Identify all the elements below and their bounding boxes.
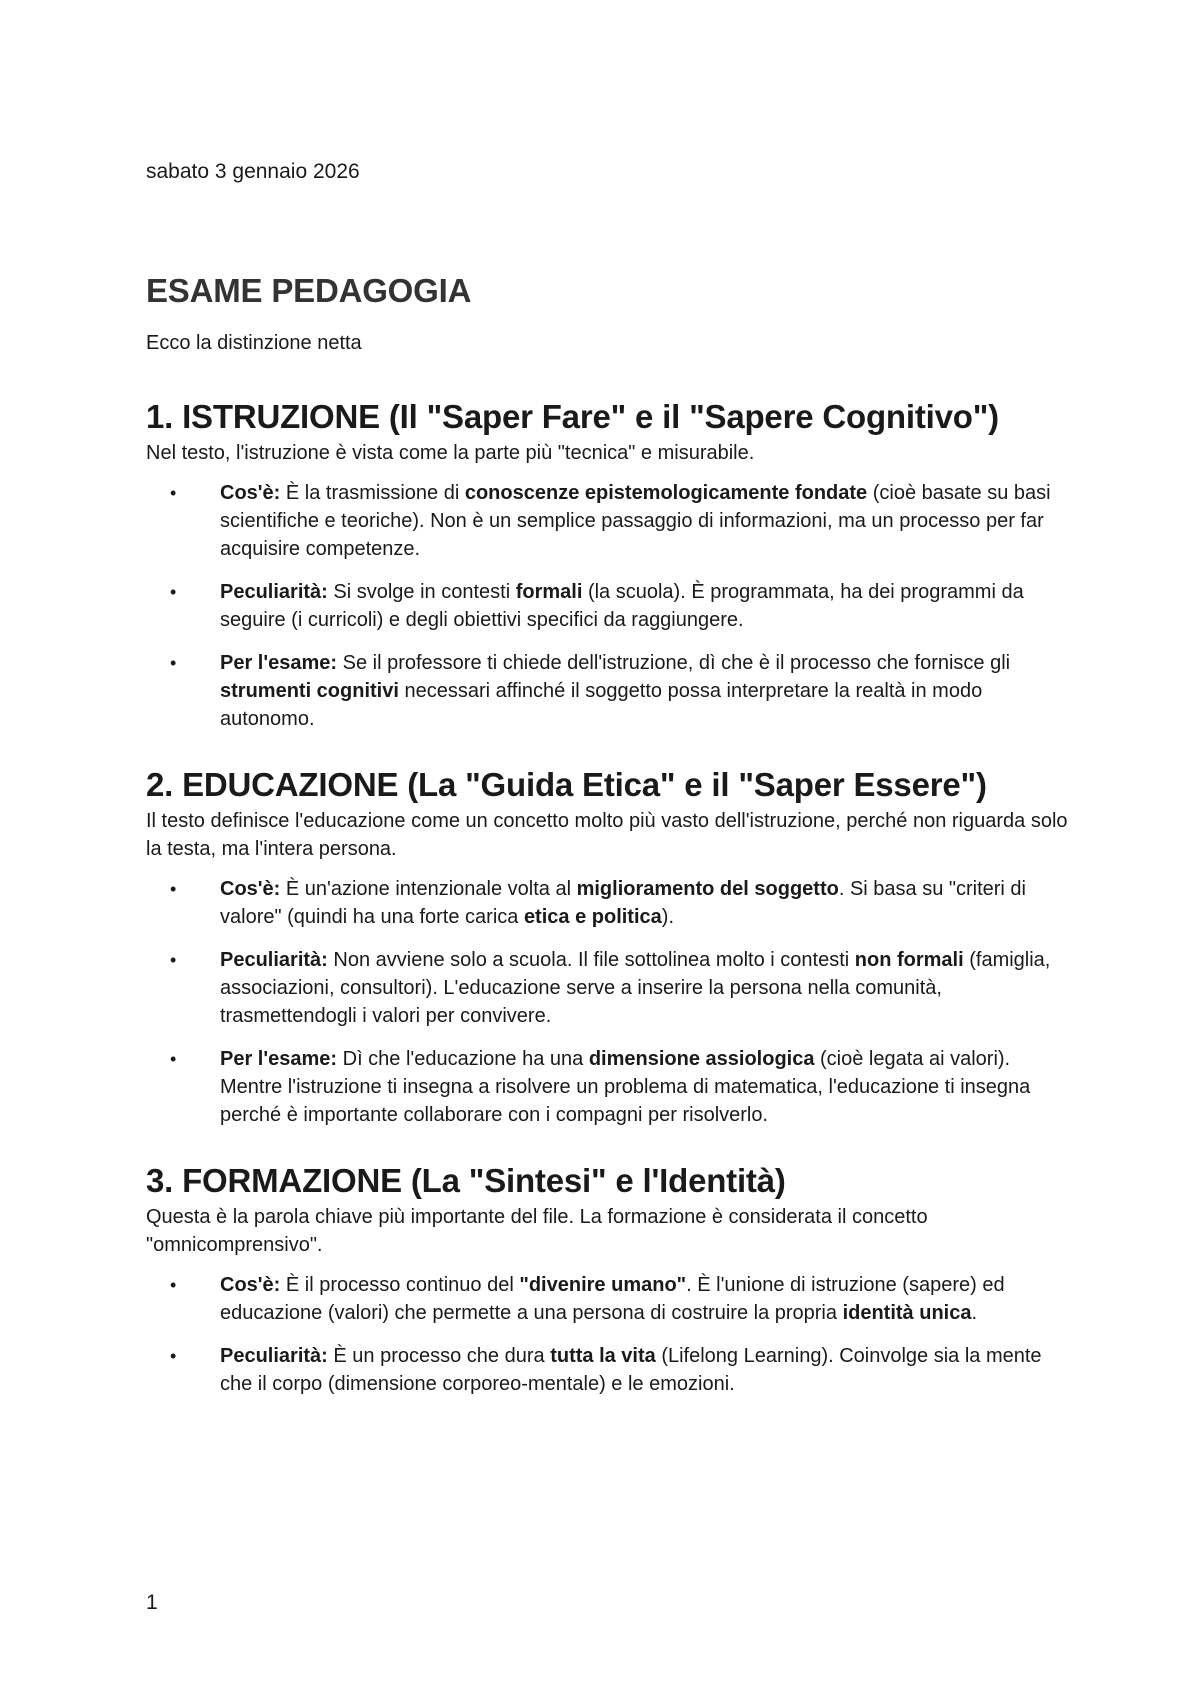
bullet-text: (famiglia, associazioni, consultori). L'educazione serve a inserire la persona nella comunità, trasmettendogli i valori per convivere. [220, 949, 1051, 1027]
bullet-text: Si svolge in contesti [327, 581, 516, 603]
bullet-list-istruzione [146, 479, 1076, 733]
document-date: sabato 3 gennaio 2026 [146, 160, 360, 183]
bullet-item [146, 1271, 1076, 1327]
document-title: ESAME PEDAGOGIA [146, 272, 472, 309]
bullet-list-formazione [146, 1271, 1076, 1398]
bullet-text: (la scuola). È programmata, ha dei programmi da seguire (i curricoli) e degli obiettivi specifici da raggiungere. [220, 581, 1024, 631]
page-number: 1 [146, 1591, 158, 1614]
bullet-emphasis: formali [515, 581, 583, 603]
bullet-text: (Lifelong Learning). Coinvolge sia la mente che il corpo (dimensione corporeo-mentale) e le emozioni. [220, 1345, 1042, 1395]
bullet-text: È un'azione intenzionale volta al [280, 878, 577, 900]
bullet-text: (cioè basate su basi scientifiche e teoriche). Non è un semplice passaggio di informazioni, ma un processo per far acquisire competenze. [220, 482, 1051, 560]
section-heading-educazione: 2. EDUCAZIONE (La "Guida Etica" e il "Saper Essere") [146, 766, 987, 803]
bullet-emphasis: miglioramento del soggetto [576, 878, 839, 900]
section-heading-formazione: 3. FORMAZIONE (La "Sintesi" e l'Identità) [146, 1162, 786, 1199]
bullet-label: Cos'è: [220, 482, 281, 504]
bullet-label: Peculiarità: [220, 581, 328, 603]
bullet-icon: • [170, 950, 177, 970]
bullet-label: Per l'esame: [220, 652, 338, 674]
bullet-text: ). [661, 906, 674, 928]
bullet-label: Cos'è: [220, 1274, 281, 1296]
bullet-emphasis: tutta la vita [550, 1345, 656, 1367]
bullet-item [146, 1045, 1076, 1129]
bullet-item [146, 946, 1076, 1030]
bullet-label: Per l'esame: [220, 1048, 338, 1070]
bullet-emphasis: "divenire umano" [519, 1274, 687, 1296]
bullet-emphasis: etica e politica [523, 906, 662, 928]
bullet-text: È un processo che dura [327, 1345, 551, 1367]
bullet-item [146, 479, 1076, 563]
bullet-text: . [971, 1302, 978, 1324]
bullet-emphasis: dimensione assiologica [588, 1048, 815, 1070]
bullet-emphasis: conoscenze epistemologicamente fondate [464, 482, 868, 504]
section-intro-educazione: Il testo definisce l'educazione come un concetto molto più vasto dell'istruzione, perché non riguarda solo la testa, ma l'intera persona. [146, 810, 1068, 860]
bullet-item [146, 875, 1076, 931]
bullet-icon: • [170, 1275, 177, 1295]
bullet-text: È la trasmissione di [280, 482, 465, 504]
bullet-item [146, 649, 1076, 733]
document-content [146, 158, 1076, 1413]
bullet-text: (cioè legata ai valori). Mentre l'istruzione ti insegna a risolvere un problema di matematica, l'educazione ti insegna perché è importante collaborare con i compagni per risolverlo. [220, 1048, 1031, 1126]
section-intro-formazione: Questa è la parola chiave più importante del file. La formazione è considerata il concetto "omnicomprensivo". [146, 1206, 928, 1256]
bullet-emphasis: strumenti cognitivi [220, 680, 399, 702]
bullet-label: Peculiarità: [220, 1345, 328, 1367]
bullet-emphasis: non formali [854, 949, 964, 971]
bullet-text: . Si basa su "criteri di valore" (quindi ha una forte carica [220, 878, 1026, 928]
bullet-icon: • [170, 879, 177, 899]
bullet-icon: • [170, 653, 177, 673]
bullet-list-educazione [146, 875, 1076, 1129]
bullet-icon: • [170, 483, 177, 503]
bullet-text: È il processo continuo del [280, 1274, 520, 1296]
bullet-emphasis: identità unica [842, 1302, 972, 1324]
section-heading-istruzione: 1. ISTRUZIONE (Il "Saper Fare" e il "Sapere Cognitivo") [146, 398, 999, 435]
bullet-text: . È l'unione di istruzione (sapere) ed educazione (valori) che permette a una persona di costruire la propria [220, 1274, 1005, 1324]
document-intro: Ecco la distinzione netta [146, 332, 362, 354]
bullet-text: Dì che l'educazione ha una [337, 1048, 589, 1070]
bullet-text: necessari affinché il soggetto possa interpretare la realtà in modo autonomo. [220, 680, 983, 730]
bullet-item [146, 578, 1076, 634]
bullet-label: Peculiarità: [220, 949, 328, 971]
bullet-item [146, 1342, 1076, 1398]
section-intro-istruzione: Nel testo, l'istruzione è vista come la parte più "tecnica" e misurabile. [146, 442, 755, 464]
bullet-icon: • [170, 1049, 177, 1069]
bullet-icon: • [170, 1346, 177, 1366]
bullet-label: Cos'è: [220, 878, 281, 900]
bullet-icon: • [170, 582, 177, 602]
bullet-text: Se il professore ti chiede dell'istruzione, dì che è il processo che fornisce gli [337, 652, 1011, 674]
bullet-text: Non avviene solo a scuola. Il file sottolinea molto i contesti [327, 949, 855, 971]
